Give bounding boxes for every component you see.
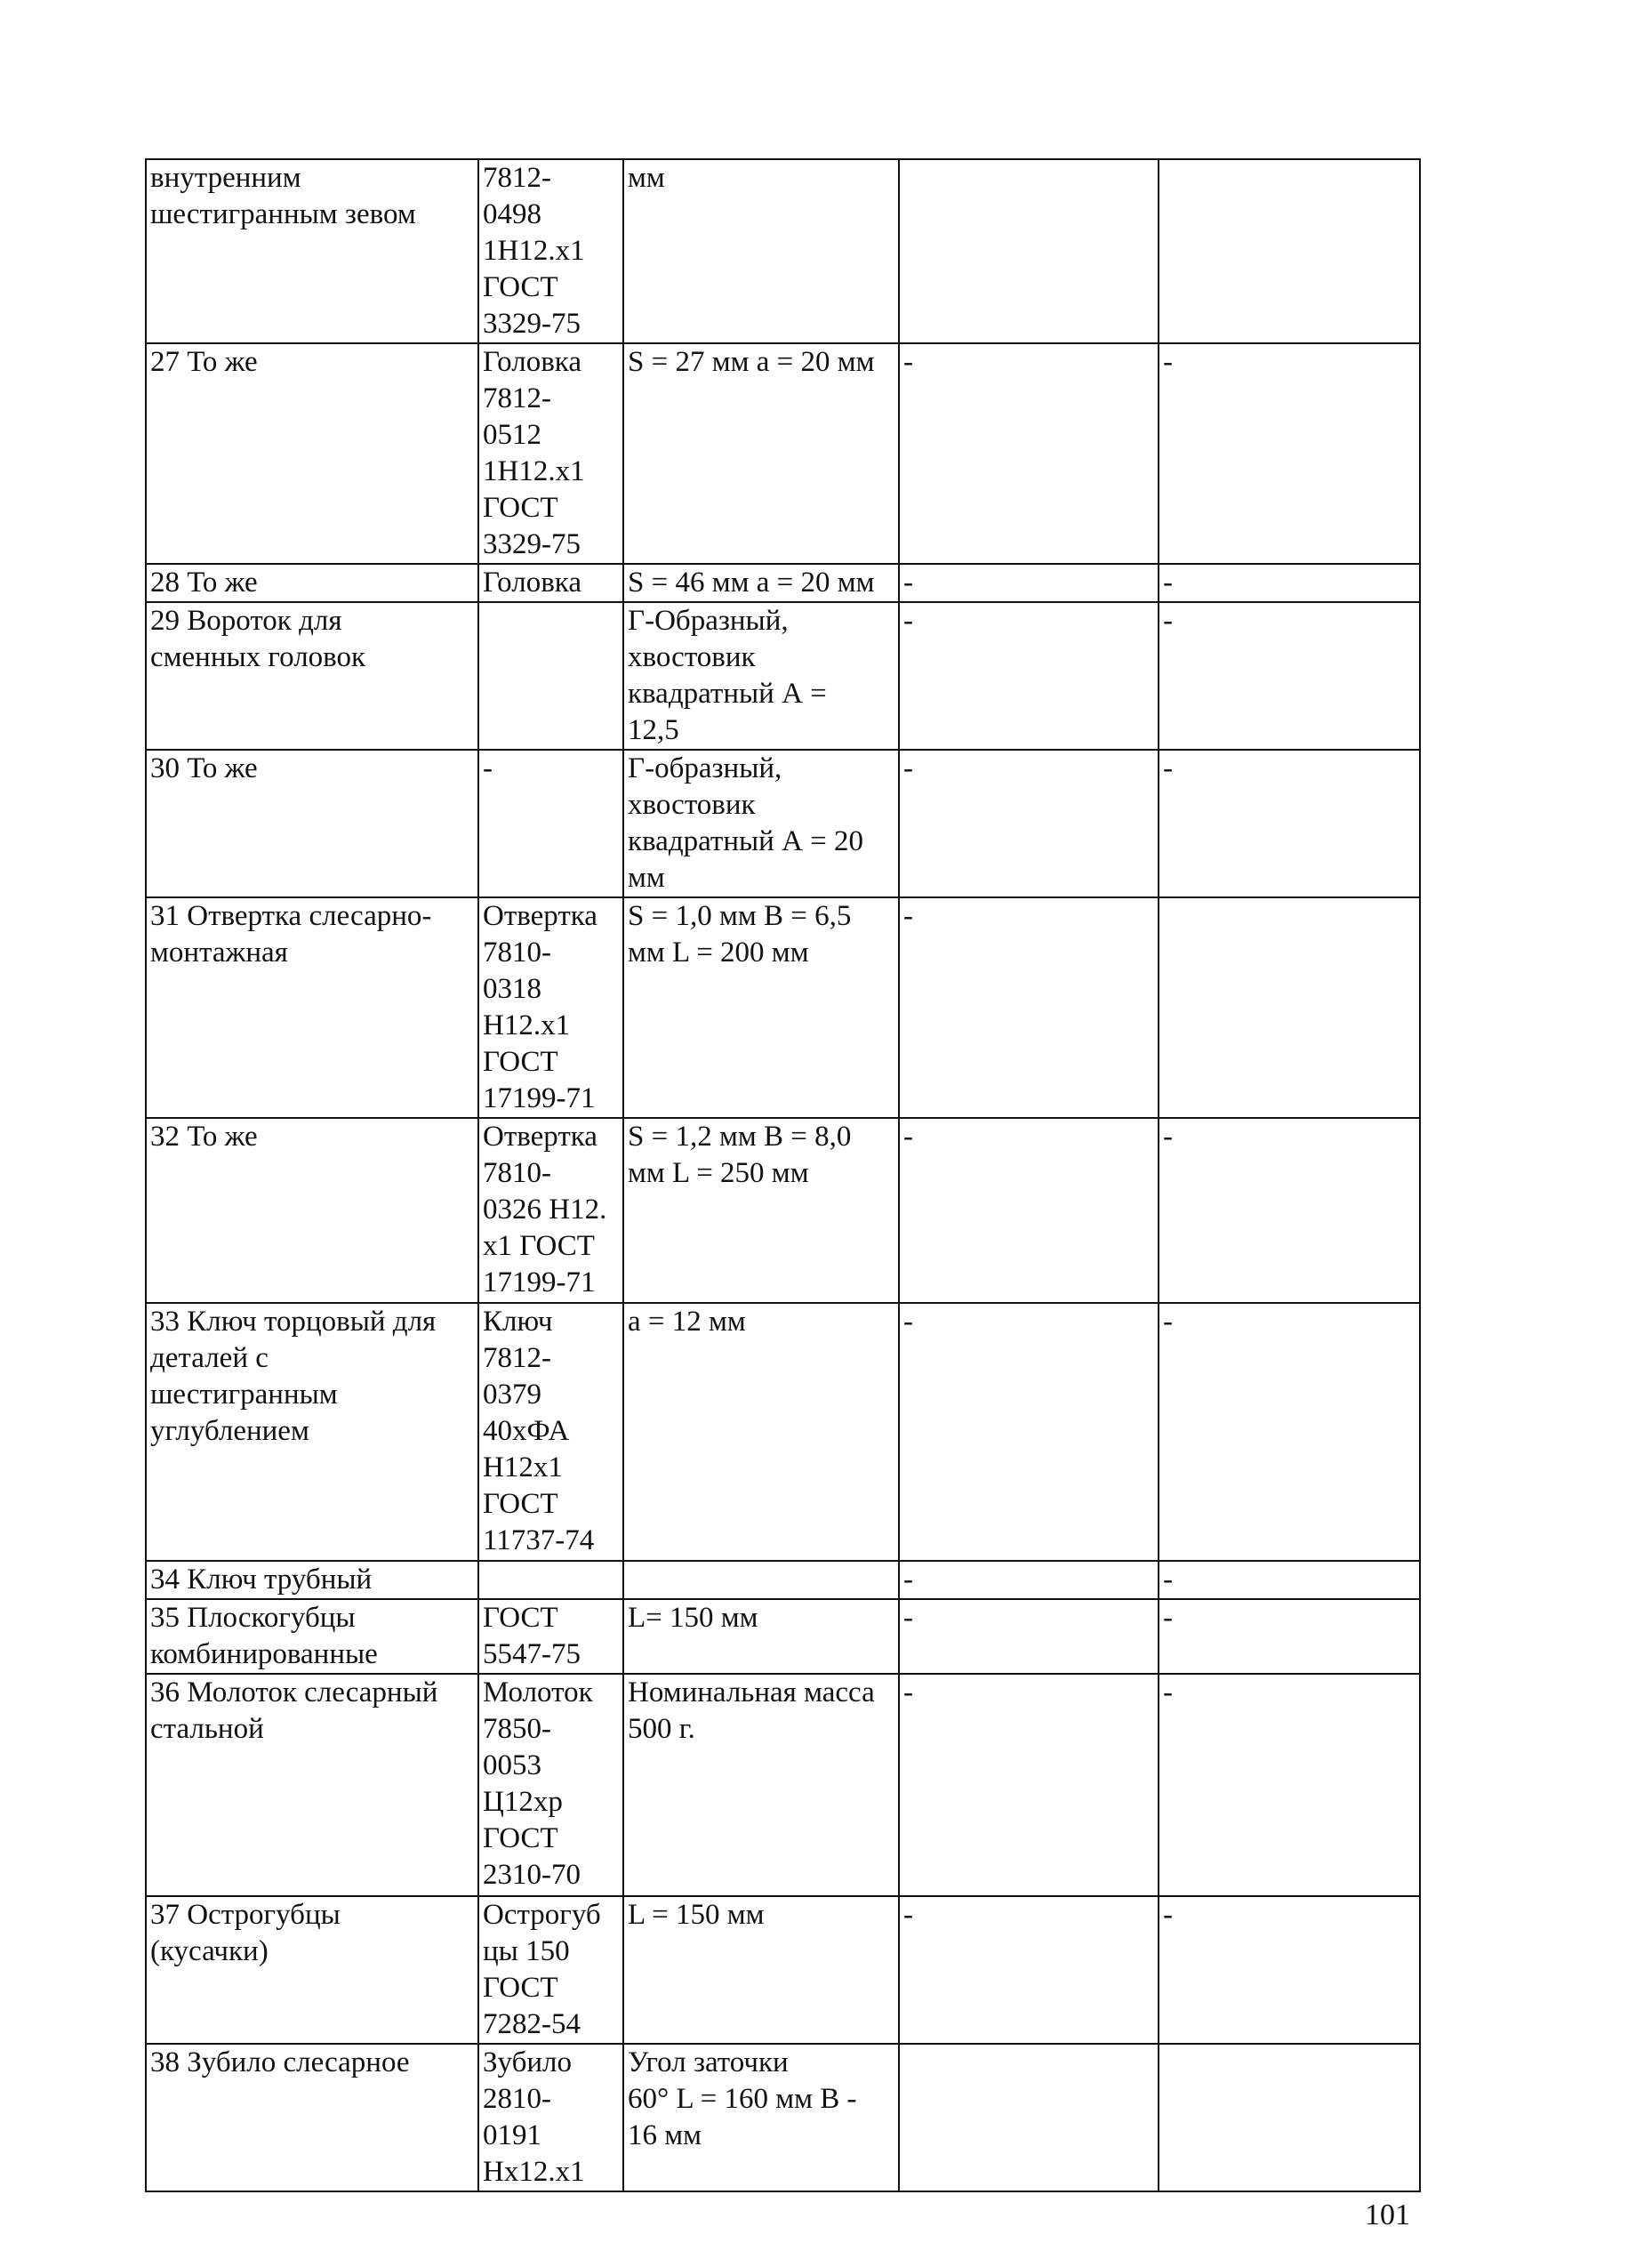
table-cell: 36 Молоток слесарный стальной [146,1674,478,1896]
table-cell: Номинальная масса 500 г. [623,1674,899,1896]
table-row [146,602,1420,750]
table-cell: - [899,602,1159,750]
table-cell: - [1159,1303,1420,1561]
table-cell: - [899,1118,1159,1303]
table-cell: S = 27 мм a = 20 мм [623,343,899,564]
table-cell: - [1159,1561,1420,1599]
table-cell: Отвертка 7810- 0318 Н12.х1 ГОСТ 17199-71 [478,897,623,1118]
table-row [146,564,1420,602]
table-cell: мм [623,159,899,343]
table-cell: - [1159,1896,1420,2044]
table-cell: 35 Плоскогубцы комбинированные [146,1599,478,1674]
table-cell: внутренним шестигранным зевом [146,159,478,343]
table-cell: - [1159,343,1420,564]
table-cell: 32 То же [146,1118,478,1303]
table-cell [1159,897,1420,1118]
table-cell: a = 12 мм [623,1303,899,1561]
table-cell [478,602,623,750]
table-cell: Головка 7812- 0512 1Н12.х1 ГОСТ 3329-75 [478,343,623,564]
table-cell: 38 Зубило слесарное [146,2044,478,2191]
table-cell: Головка [478,564,623,602]
table-cell: Отвертка 7810- 0326 H12. x1 ГОСТ 17199-71 [478,1118,623,1303]
table-cell: Ключ 7812- 0379 40хФА Н12х1 ГОСТ 11737-74 [478,1303,623,1561]
table-row [146,897,1420,1118]
table-cell: ГОСТ 5547-75 [478,1599,623,1674]
table-cell: Г-образный, хвостовик квадратный А = 20 мм [623,750,899,897]
table-cell: - [899,1674,1159,1896]
table-cell: L= 150 мм [623,1599,899,1674]
table-cell: 29 Вороток для сменных головок [146,602,478,750]
table-cell: Г-Образный, хвостовик квадратный А = 12,5 [623,602,899,750]
table-cell: 34 Ключ трубный [146,1561,478,1599]
table-cell [1159,2044,1420,2191]
table-cell: 28 То же [146,564,478,602]
table-cell: - [899,564,1159,602]
table-row [146,343,1420,564]
table-row [146,1561,1420,1599]
table-row [146,1674,1420,1896]
table-cell: - [1159,1118,1420,1303]
table-cell [623,1561,899,1599]
table-cell [478,1561,623,1599]
table-row [146,750,1420,897]
table-row [146,1599,1420,1674]
table-cell: - [899,897,1159,1118]
table-cell: Зубило 2810- 0191 Нх12.х1 [478,2044,623,2191]
table-row [146,2044,1420,2191]
document-table [145,158,1421,2192]
table-cell: 37 Острогубцы (кусачки) [146,1896,478,2044]
table-cell: S = 1,0 мм B = 6,5 мм L = 200 мм [623,897,899,1118]
table-cell [899,2044,1159,2191]
table-cell: - [1159,750,1420,897]
table-cell: - [899,750,1159,897]
table-cell: Угол заточки 60° L = 160 мм В - 16 мм [623,2044,899,2191]
table-cell: - [899,1561,1159,1599]
table-row [146,1303,1420,1561]
table-cell: S = 1,2 мм B = 8,0 мм L = 250 мм [623,1118,899,1303]
table-cell: 33 Ключ торцовый для деталей с шестигранным углублением [146,1303,478,1561]
table-cell: 31 Отвертка слесарно- монтажная [146,897,478,1118]
table-row [146,1118,1420,1303]
table-cell: L = 150 мм [623,1896,899,2044]
table-cell: 30 То же [146,750,478,897]
table-cell: - [899,343,1159,564]
page-number: 101 [1365,2199,1410,2231]
table-cell: - [1159,1599,1420,1674]
table-cell: - [1159,602,1420,750]
table-row [146,1896,1420,2044]
table-cell [1159,159,1420,343]
table-cell: 7812- 0498 1Н12.х1 ГОСТ 3329-75 [478,159,623,343]
table-cell: - [899,1599,1159,1674]
table-cell: Острогуб цы 150 ГОСТ 7282-54 [478,1896,623,2044]
table-cell: - [899,1303,1159,1561]
table-cell: S = 46 мм a = 20 мм [623,564,899,602]
table-cell: - [478,750,623,897]
table-cell: - [899,1896,1159,2044]
table-cell: - [1159,1674,1420,1896]
table-cell: - [1159,564,1420,602]
table-cell [899,159,1159,343]
table-cell: Молоток 7850- 0053 Ц12хр ГОСТ 2310-70 [478,1674,623,1896]
table-row [146,159,1420,343]
table-cell: 27 То же [146,343,478,564]
